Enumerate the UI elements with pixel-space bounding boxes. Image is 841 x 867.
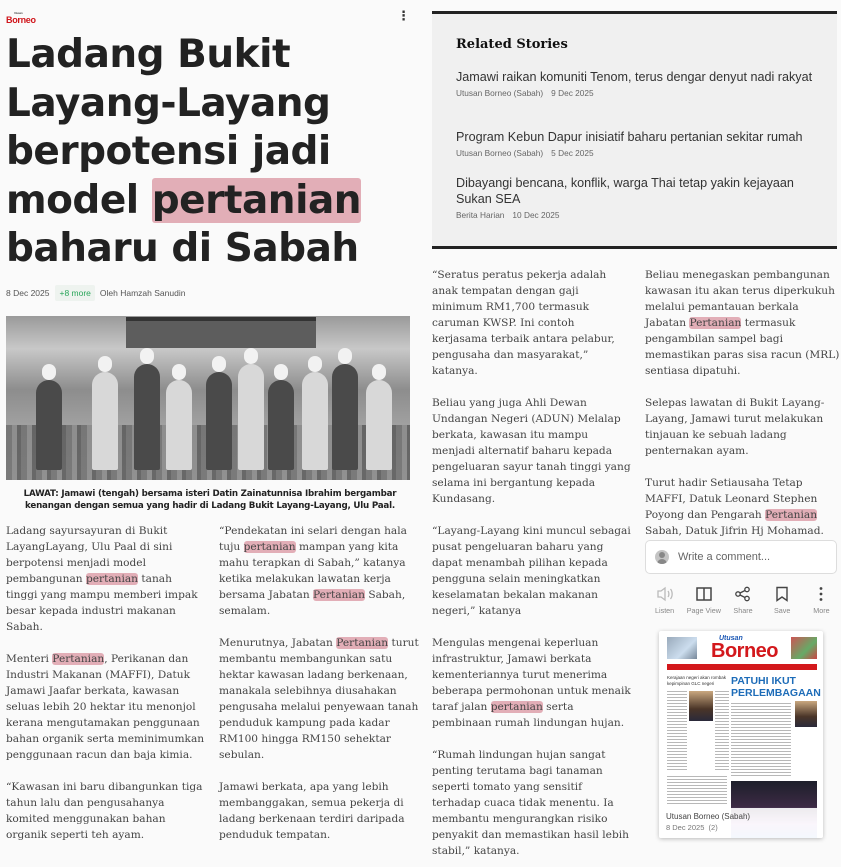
newspaper-pages: (2) <box>708 823 718 832</box>
paragraph-text: , Perikanan dan Industri Makanan (MAFFI), Datuk Jamawi Jaafar berkata, kawasan seluas lebih 20 hektar itu menonjol kerana mengutamakan penggunaan bahan organik serta meminimumkan penggunaan racun dan baja kimia. <box>6 653 205 761</box>
related-stories-title: Related Stories <box>456 37 568 52</box>
photo-person <box>332 364 358 470</box>
photo-caption: LAWAT: Jamawi (tengah) bersama isteri Datin Zainatunnisa Ibrahim bergambar kenangan dengan semua yang hadir di Ladang Bukit Layang-Layang, Ulu Paal. <box>23 489 397 511</box>
related-story-title[interactable]: Jamawi raikan komuniti Tenom, terus dengar denyut nadi rakyat <box>456 70 813 84</box>
masthead-promo-image <box>791 637 817 659</box>
photo-person <box>206 372 232 470</box>
front-page-text <box>715 691 729 771</box>
photo-person-head <box>244 348 258 364</box>
related-story[interactable] <box>456 175 816 220</box>
publication-logo[interactable] <box>6 12 36 25</box>
paragraph-text: Turut hadir Setiausaha Tetap MAFFI, Datuk Leonard Stephen Poyong dan Pengarah <box>645 477 818 521</box>
newspaper-masthead <box>667 635 817 663</box>
photo-person-head <box>140 348 154 364</box>
paragraph-text: Beliau yang juga Ahli Dewan Undangan Negeri (ADUN) Melalap berkata, kawasan itu mampu menjadi alternatif baharu kepada pengeluaran sayur tanah tinggi yang selama ini bergantung kepada Kundasang. <box>432 397 631 505</box>
photo-person-head <box>308 356 322 372</box>
page-view-label: Page View <box>686 606 721 615</box>
top-bar <box>6 9 416 26</box>
comment-input[interactable] <box>645 540 837 574</box>
photo-person <box>238 364 264 470</box>
photo-person <box>36 380 62 470</box>
search-highlight: Pertanian <box>765 509 818 521</box>
article-paragraph <box>645 267 841 379</box>
paragraph-text: Sabah, semalam. <box>219 589 406 617</box>
newspaper-edition-card[interactable] <box>659 631 823 838</box>
paragraph-text: “Kawasan ini baru dibangunkan tiga tahun lalu dan pengusahanya komited menggunakan bahan organik seperti teh ayam. <box>6 781 203 841</box>
article-paragraph <box>432 747 632 859</box>
more-button[interactable] <box>802 585 841 615</box>
related-story-date: 9 Dec 2025 <box>551 88 594 98</box>
share-label: Share <box>733 606 753 615</box>
article-paragraph <box>219 635 419 763</box>
article-paragraph <box>6 779 206 843</box>
more-vertical-icon <box>812 585 830 603</box>
masthead-bar <box>667 664 817 670</box>
related-story[interactable] <box>456 129 816 158</box>
photo-person <box>166 380 192 470</box>
paragraph-text: Beliau menegaskan pembangunan kawasan itu akan terus diperkukuh melalui pemantauan berkala Jabatan <box>645 269 835 329</box>
paragraph-text: Menurutnya, Jabatan <box>219 637 337 649</box>
side-pane <box>432 0 841 867</box>
article-paragraph <box>432 267 632 379</box>
related-story-source: Utusan Borneo (Sabah) <box>456 88 544 98</box>
paragraph-text: tanah tinggi yang mampu memberi impak besar kepada industri makanan Sabah. <box>6 573 198 633</box>
comment-placeholder: Write a comment... <box>678 551 771 563</box>
headline-text: Ladang Bukit Layang-Layang berpotensi jadi model <box>6 32 331 223</box>
paragraph-text: “Layang-Layang kini muncul sebagai pusat pengeluaran baharu yang dapat menambah pilihan kepada pengguna selain meningkatkan keselamatan bekalan makanan negeri,” katanya <box>432 525 631 617</box>
article-column-4 <box>645 267 841 555</box>
front-page-text <box>731 703 791 778</box>
logo-text: Borneo <box>6 15 36 25</box>
related-story[interactable] <box>456 69 816 98</box>
search-highlight: pertanian <box>243 541 296 553</box>
front-page-headline: PATUHI IKUT PERLEMBAGAAN <box>731 675 821 699</box>
kebab-menu-icon[interactable]: ⋮ <box>397 9 410 24</box>
photo-person <box>302 372 328 470</box>
search-highlight: Pertanian <box>689 317 742 329</box>
article-date: 8 Dec 2025 <box>6 288 50 298</box>
search-highlight: pertanian <box>85 573 138 585</box>
article-column-1 <box>6 523 206 859</box>
related-story-source: Utusan Borneo (Sabah) <box>456 148 544 158</box>
save-label: Save <box>774 606 791 615</box>
paragraph-text: termasuk pengambilan sampel bagi memastikan paras sisa racun (MRL) sentiasa dipatuhi. <box>645 317 840 377</box>
article-meta <box>6 285 185 301</box>
related-story-title[interactable]: Dibayangi bencana, konflik, warga Thai tetap yakin kejayaan Sukan SEA <box>456 176 794 206</box>
listen-button[interactable] <box>645 585 684 615</box>
article-headline <box>6 31 416 274</box>
save-button[interactable] <box>763 585 802 615</box>
paragraph-text: serta pembinaan rumah lindungan hujan. <box>432 701 625 729</box>
photo-person-head <box>372 364 386 380</box>
front-page-portrait <box>689 691 713 721</box>
newspaper-name: Utusan Borneo (Sabah) <box>666 812 751 821</box>
masthead-promo-image <box>667 637 697 659</box>
paragraph-text: Jamawi berkata, apa yang lebih membanggakan, semua pekerja di ladang berkenaan terdiri daripada penduduk tempatan. <box>219 781 405 841</box>
photo-person-head <box>338 348 352 364</box>
paragraph-text: “Pendekatan ini selari dengan hala tuju <box>219 525 407 553</box>
paragraph-text: mampan yang kita mahu terapkan di Sabah,” katanya ketika melakukan lawatan kerja bersama Jabatan <box>219 541 406 601</box>
search-highlight: pertanian <box>151 177 362 223</box>
article-paragraph <box>432 635 632 731</box>
photo-person-head <box>274 364 288 380</box>
search-highlight: Pertanian <box>52 653 105 665</box>
page-view-icon <box>695 585 713 603</box>
byline: Oleh Hamzah Sanudin <box>99 288 186 298</box>
article-pane <box>0 0 420 867</box>
masthead-title: Borneo <box>711 640 778 662</box>
paragraph-text: turut membantu membangunkan satu hektar kawasan ladang berkenaan, manakala selebihnya diusahakan pengusaha melalui penyewaan tanah penduduk kampung pada kadar RM100 hingga RM150 sehektar sebulan. <box>219 637 419 761</box>
user-avatar-icon <box>655 550 669 564</box>
search-highlight: Pertanian <box>313 589 365 601</box>
search-highlight: pertanian <box>490 701 543 713</box>
photo-shed <box>126 320 316 348</box>
photo-person-head <box>98 356 112 372</box>
article-paragraph <box>219 779 419 843</box>
related-story-date: 10 Dec 2025 <box>512 210 560 220</box>
article-paragraph <box>6 651 206 763</box>
photo-person <box>366 380 392 470</box>
photo-person-head <box>42 364 56 380</box>
listen-label: Listen <box>655 606 675 615</box>
front-page-side-headline: Kerajaan negeri akan rombak kepimpinan GLC negeri <box>667 675 727 686</box>
photo-person-head <box>172 364 186 380</box>
photo-person-head <box>212 356 226 372</box>
front-page-text <box>667 691 687 771</box>
share-icon <box>734 585 752 603</box>
front-page-portrait <box>795 701 817 727</box>
more-label: More <box>813 606 830 615</box>
article-paragraph <box>645 395 841 459</box>
more-editions-tag[interactable]: +8 more <box>55 285 94 301</box>
photo-person <box>92 372 118 470</box>
article-paragraph <box>219 523 419 619</box>
page-view-button[interactable] <box>684 585 723 615</box>
paragraph-text: “Seratus peratus pekerja adalah anak tempatan dengan gaji minimum RM1,700 termasuk caruman KWSP. Ini contoh kerjasama terbaik antara pelabur, pengusaha dan masyarakat,” katanya. <box>432 269 615 377</box>
headline-text: baharu di Sabah <box>6 226 359 271</box>
article-paragraph <box>432 523 632 619</box>
article-actions <box>645 585 841 615</box>
search-highlight: Pertanian <box>336 637 389 649</box>
article-paragraph <box>432 395 632 507</box>
bookmark-icon <box>773 585 791 603</box>
article-column-3 <box>432 267 632 867</box>
related-stories-panel <box>432 11 837 249</box>
paragraph-text: Menteri <box>6 653 53 665</box>
article-paragraph <box>6 523 206 635</box>
article-photo[interactable] <box>6 316 410 480</box>
article-paragraph <box>645 475 841 539</box>
speaker-icon <box>656 585 674 603</box>
related-story-source: Berita Harian <box>456 210 505 220</box>
paragraph-text: “Rumah lindungan hujan sangat penting terutama bagi tanaman seperti tomato yang sensitif terhadap cuaca tidak menentu. Ia membantu mengurangkan risiko penyakit dan memastikan hasil lebih stabil,” katanya. <box>432 749 629 857</box>
paragraph-text: Mengulas mengenai keperluan infrastruktur, Jamawi berkata kementeriannya turut menerima beberapa permohonan untuk menaik taraf jalan <box>432 637 631 713</box>
logo-top-text: Utusan <box>14 11 23 15</box>
paragraph-text: Selepas lawatan di Bukit Layang-Layang, Jamawi turut melakukan tinjauan ke sebuah ladang penternakan ayam. <box>645 397 825 457</box>
newspaper-info <box>659 808 823 838</box>
article-column-2 <box>219 523 419 859</box>
front-page-text <box>667 776 727 806</box>
photo-person <box>134 364 160 470</box>
related-story-title[interactable]: Program Kebun Dapur inisiatif baharu pertanian sekitar rumah <box>456 130 803 144</box>
masthead-top: Utusan <box>719 635 743 642</box>
photo-person <box>268 380 294 470</box>
paragraph-text: Ladang sayursayuran di Bukit LayangLayang, Ulu Paal di sini berpotensi menjadi model pembangunan <box>6 525 173 585</box>
share-button[interactable] <box>723 585 762 615</box>
newspaper-date: 8 Dec 2025 <box>666 823 705 832</box>
paragraph-text: Sabah, Datuk Jifrin Hj Mohamad. <box>645 525 824 537</box>
related-story-date: 5 Dec 2025 <box>551 148 594 158</box>
